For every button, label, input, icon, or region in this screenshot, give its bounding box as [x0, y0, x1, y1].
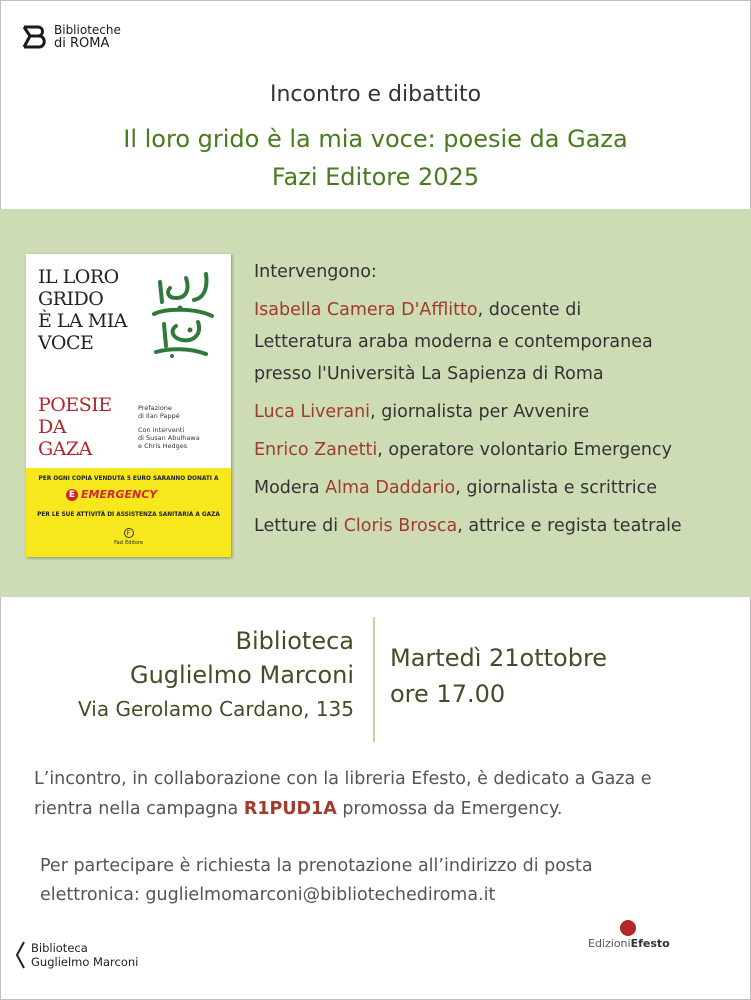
campaign-name: R1PUD1A — [243, 799, 337, 819]
speaker-3-name: Enrico Zanetti — [254, 440, 378, 460]
cover-publisher — [26, 528, 231, 546]
description-line2-b: promossa da Emergency. — [336, 799, 563, 819]
footer-right-brand: Efesto — [630, 937, 670, 950]
booking-line1: Per partecipare è richiesta la prenotazione all’indirizzo di posta — [40, 856, 593, 876]
speaker-1 — [254, 294, 744, 326]
booking-info — [40, 852, 740, 910]
venue-block — [20, 624, 354, 726]
speaker-3 — [254, 434, 744, 466]
logo-line1: Biblioteche — [54, 23, 121, 37]
donation-top: PER OGNI COPIA VENDUTA 5 EURO SARANNO DONATI A — [38, 476, 219, 482]
event-title-line2: Fazi Editore 2025 — [271, 163, 480, 191]
moderator-role: , giornalista e scrittrice — [455, 478, 658, 498]
description-line2 — [34, 794, 734, 824]
cover-title-line: È LA MIA — [38, 310, 127, 332]
cover-subtitle — [38, 394, 112, 460]
donation-bottom: PER LE SUE ATTIVITÀ DI ASSISTENZA SANITARIA A GAZA — [37, 512, 220, 518]
edizioni-efesto-logo — [588, 920, 668, 950]
logo-line2: di ROMA — [54, 36, 110, 51]
speaker-2 — [254, 396, 744, 428]
description-line2-a: rientra nella campagna — [34, 799, 244, 819]
contrib-line: e Chris Hedges — [138, 442, 188, 450]
speakers-list — [254, 256, 744, 542]
reader-name: Cloris Brosca — [343, 516, 458, 536]
venue-address: Via Gerolamo Cardano, 135 — [78, 697, 354, 721]
reader-prefix: Letture di — [254, 516, 344, 536]
reader — [254, 510, 744, 542]
moderator — [254, 472, 744, 504]
fazi-logo-icon: F — [124, 528, 134, 538]
biblioteche-di-roma-logo — [20, 22, 121, 52]
speaker-1-name: Isabella Camera D'Afflitto — [254, 300, 478, 320]
venue-divider — [373, 617, 375, 742]
biblioteche-b-icon — [20, 22, 50, 52]
biblioteca-marconi-logo — [14, 940, 138, 970]
cover-title-line: VOCE — [38, 332, 94, 354]
reader-role: , attrice e regista teatrale — [457, 516, 682, 536]
preface-line: di Ilan Pappé — [138, 412, 180, 420]
moderator-name: Alma Daddario — [325, 478, 456, 498]
footer-left-line1: Biblioteca — [31, 941, 88, 955]
venue-line2: Guglielmo Marconi — [129, 661, 354, 689]
contrib-line: di Susan Abulhawa — [138, 434, 200, 442]
speaker-1-role-a: , docente di — [477, 300, 582, 320]
emergency-e-icon: E — [66, 489, 78, 501]
emergency-logo — [66, 488, 157, 501]
speaker-2-role: , giornalista per Avvenire — [370, 402, 590, 422]
cover-publisher-name: Fazi Editore — [114, 540, 143, 546]
cover-title-line: IL LORO — [38, 266, 119, 288]
footer-left-line2: Guglielmo Marconi — [31, 955, 139, 969]
emergency-wordmark: EMERGENCY — [81, 488, 158, 501]
cover-subtitle-line: DA — [38, 416, 66, 438]
event-title-line1: Il loro grido è la mia voce: poesie da Gaza — [123, 125, 628, 153]
speaker-2-name: Luca Liverani — [254, 402, 371, 422]
speakers-heading: Intervengono: — [254, 262, 377, 282]
cover-title-line: GRIDO — [38, 288, 104, 310]
booking-line2: elettronica: guglielmomarconi@bibliotechediroma.it — [40, 885, 496, 905]
event-kicker: Incontro e dibattito — [269, 82, 482, 107]
speaker-1-role-b: Letteratura araba moderna e contemporanea — [254, 332, 653, 352]
book-cover — [26, 254, 231, 557]
efesto-emblem-icon — [620, 920, 636, 936]
venue-line1: Biblioteca — [235, 627, 354, 655]
speaker-1-role-c: presso l'Università La Sapienza di Roma — [254, 364, 604, 384]
cover-donation-strip — [26, 468, 231, 557]
event-time: ore 17.00 — [390, 680, 506, 708]
description-line1: L’incontro, in collaborazione con la libreria Efesto, è dedicato a Gaza e — [34, 769, 652, 789]
cover-subtitle-line: GAZA — [38, 438, 92, 460]
contrib-line: Con interventi — [138, 426, 185, 434]
arabic-calligraphy-icon — [146, 268, 218, 358]
moderator-prefix: Modera — [254, 478, 326, 498]
preface-line: Prefazione — [138, 404, 172, 412]
speaker-3-role: , operatore volontario Emergency — [377, 440, 672, 460]
cover-subtitle-line: POESIE — [38, 394, 112, 416]
marconi-bracket-icon — [14, 940, 26, 970]
event-date: Martedì 21ottobre — [390, 644, 608, 672]
footer-right-prefix: Edizioni — [588, 937, 631, 950]
date-time-block — [390, 640, 607, 712]
event-description — [34, 764, 734, 824]
event-title — [0, 120, 751, 196]
cover-preface — [138, 404, 200, 456]
cover-title — [38, 266, 127, 354]
